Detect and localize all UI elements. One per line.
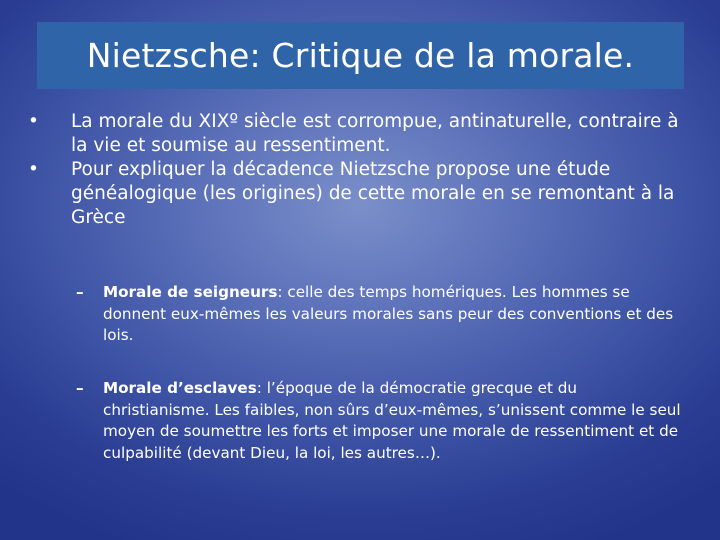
sub-bullet-text: : l’époque de la démocratie grecque et du christianisme. Les faibles, non sûrs d’eux-mêmes, s’unissent comme le seul moyen de soumettre les forts et imposer une morale de ressentiment et de culpabilité (devant Dieu, la loi, les autres…).	[103, 379, 681, 462]
sub-bullet-item	[76, 378, 682, 464]
dash-marker: –	[76, 379, 84, 397]
title-box	[37, 22, 684, 89]
sub-bullet-text: : celle des temps homériques. Les hommes se donnent eux-mêmes les valeurs morales sans peur des conventions et des lois.	[103, 283, 674, 344]
bullet-list	[28, 110, 688, 230]
bullet-text: Pour expliquer la décadence Nietzsche propose une étude généalogique (les origines) de cette morale en se remontant à la Grèce	[71, 159, 675, 228]
dash-marker: –	[76, 283, 84, 301]
bullet-item	[28, 110, 688, 158]
sub-bullet-list-seigneurs	[76, 282, 682, 347]
bullet-item	[28, 158, 688, 230]
slide-title: Nietzsche: Critique de la morale.	[86, 36, 635, 75]
bullet-text: La morale du XIXº siècle est corrompue, antinaturelle, contraire à la vie et soumise au ressentiment.	[71, 111, 679, 156]
sub-bullet-item	[76, 282, 682, 347]
bullet-marker: •	[28, 159, 39, 180]
sub-bullet-label: Morale de seigneurs	[103, 283, 278, 301]
sub-bullet-list-esclaves	[76, 378, 682, 464]
sub-bullet-label: Morale d’esclaves	[103, 379, 257, 397]
bullet-marker: •	[28, 111, 39, 132]
